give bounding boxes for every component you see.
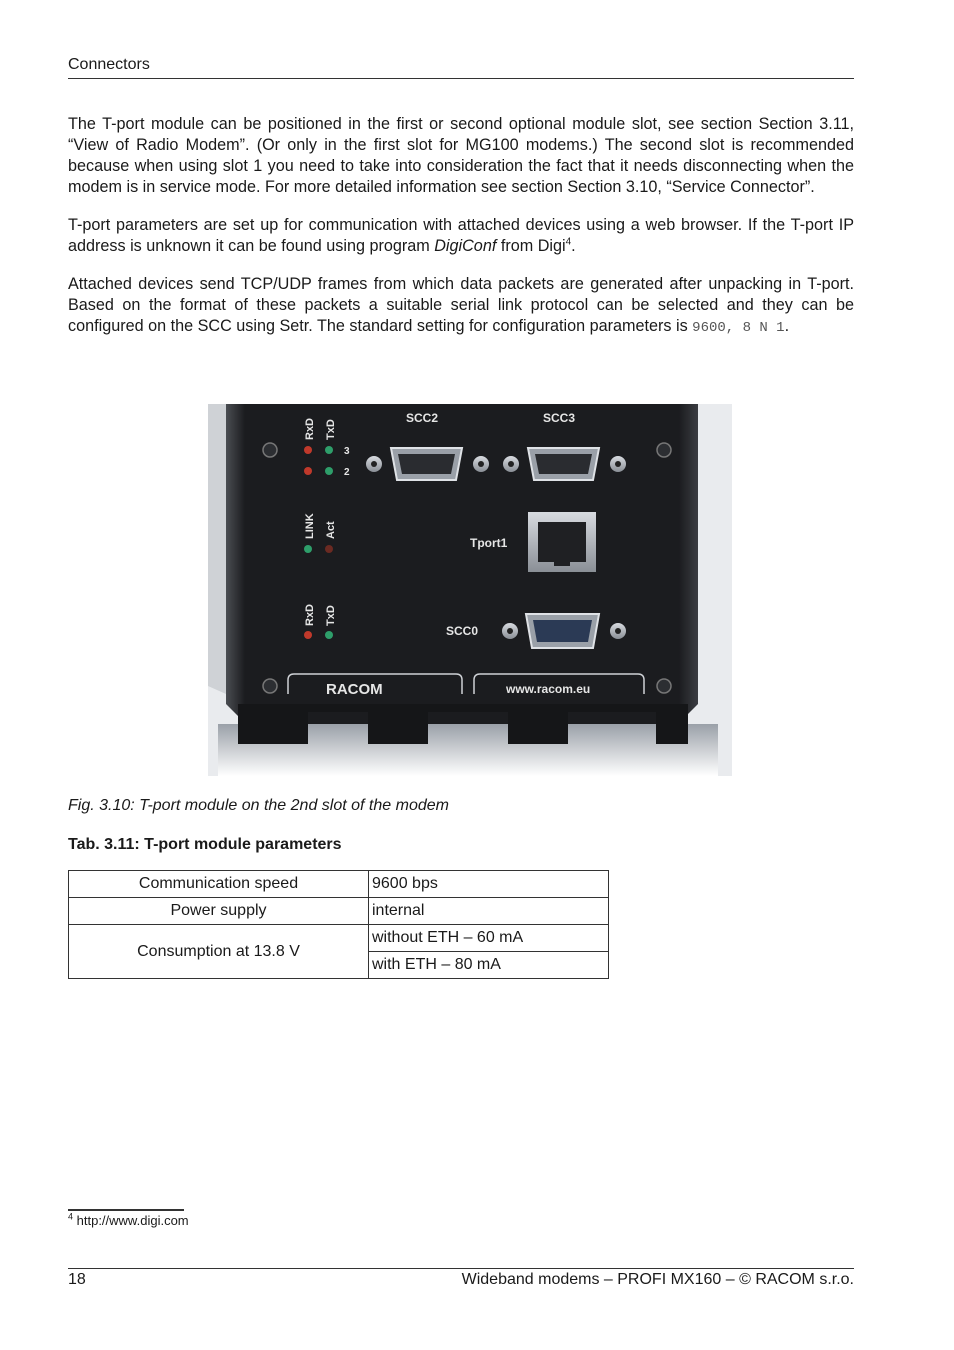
param-value: without ETH – 60 mA	[369, 925, 609, 952]
label-rxd-top: RxD	[304, 417, 316, 440]
p2-text-a: T-port parameters are set up for communication with attached devices using a web browser. If the T-port IP address is unknown it can be found using program	[68, 216, 854, 255]
table-title: Tab. 3.11: T-port module parameters	[68, 836, 342, 853]
footer-title: Wideband modems – PROFI MX160 – © RACOM s.r.o.	[461, 1271, 854, 1288]
p2-text-b: from Digi	[496, 237, 566, 255]
page-footer	[68, 1268, 854, 1289]
label-scc3: SCC3	[543, 411, 576, 425]
running-header	[68, 56, 854, 79]
parameters-table	[68, 870, 609, 979]
table-row	[69, 898, 609, 925]
param-label: Power supply	[69, 898, 369, 925]
param-value: internal	[369, 898, 609, 925]
tport-module-photo	[208, 404, 732, 776]
param-label: Consumption at 13.8 V	[69, 925, 369, 979]
digiconf-term: DigiConf	[434, 237, 497, 255]
paragraph-1: The T-port module can be positioned in the first or second optional module slot, see section Section 3.11, “View of Radio Modem”. (Or only in the first slot for MG100 modems.) The second slot is recommended because when using slot 1 you need to take into consideration the fact that it needs disconnecting when the modem is in service mode. For more detailed information see section Section 3.10, “Service Connector”.	[68, 115, 854, 196]
page-number: 18	[68, 1271, 86, 1288]
brand-url: www.racom.eu	[506, 682, 591, 696]
table-row	[69, 871, 609, 898]
header-section: Connectors	[68, 56, 150, 73]
table-row	[69, 925, 609, 952]
paragraph-3	[68, 274, 854, 339]
label-scc0: SCC0	[446, 624, 479, 638]
footnote-number: 4	[68, 1211, 74, 1222]
label-rxd-bottom: RxD	[304, 603, 316, 626]
brand-logo: RACOM	[326, 681, 383, 698]
label-act: Act	[325, 521, 337, 539]
figure-caption: Fig. 3.10: T-port module on the 2nd slot of the modem	[68, 797, 449, 814]
footnote-rule	[68, 1209, 184, 1211]
body-text	[68, 114, 854, 356]
p2-text-c: .	[571, 237, 576, 255]
label-link: LINK	[304, 513, 316, 539]
label-3: 3	[344, 446, 350, 457]
label-scc2: SCC2	[406, 411, 439, 425]
param-label: Communication speed	[69, 871, 369, 898]
label-2: 2	[344, 467, 350, 478]
label-txd-top: TxD	[325, 419, 337, 440]
footnote-ref[interactable]: 4	[565, 236, 572, 248]
paragraph-2	[68, 215, 854, 257]
footnote	[68, 1213, 189, 1228]
label-tport1: Tport1	[470, 536, 508, 550]
config-code: 9600, 8 N 1	[692, 320, 785, 336]
footnote-link[interactable]: http://www.digi.com	[76, 1213, 189, 1228]
p3-text-b: .	[784, 317, 790, 335]
label-txd-bottom: TxD	[325, 605, 337, 626]
param-value: 9600 bps	[369, 871, 609, 898]
p3-text-a: Attached devices send TCP/UDP frames from which data packets are generated after unpacking in T-port. Based on the format of these packets a suitable serial link protocol can be selected and they can be configured on the SCC using Setr. The standard setting for configuration parameters is	[68, 275, 854, 335]
param-value: with ETH – 80 mA	[369, 952, 609, 979]
